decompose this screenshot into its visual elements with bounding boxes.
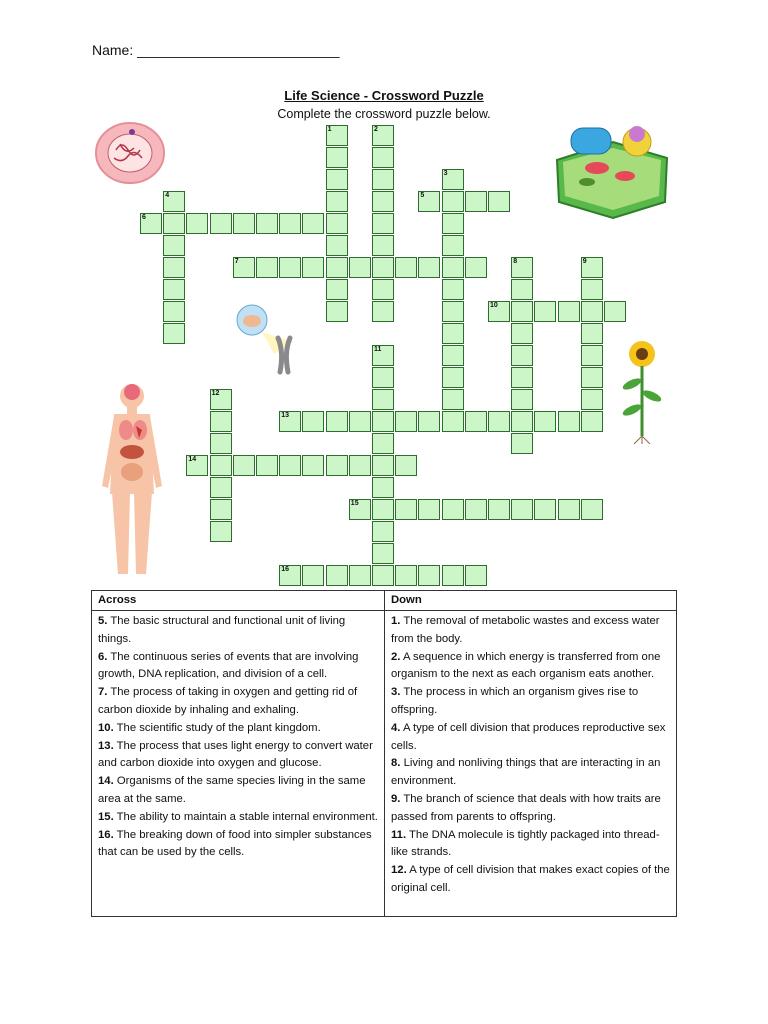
- crossword-cell[interactable]: [372, 125, 394, 146]
- crossword-cell[interactable]: [233, 213, 255, 234]
- crossword-cell[interactable]: [581, 345, 603, 366]
- crossword-cell[interactable]: [442, 169, 464, 190]
- clue-number: 3: [443, 170, 448, 177]
- crossword-cell[interactable]: [465, 499, 487, 520]
- crossword-cell[interactable]: [210, 389, 232, 410]
- clue-text: The continuous series of events that are involving growth, DNA replication, and division of a cell.: [98, 650, 359, 681]
- crossword-cell[interactable]: [279, 565, 301, 586]
- crossword-cell[interactable]: [326, 125, 348, 146]
- clue-label-number: 7.: [98, 686, 108, 699]
- clue-text: The ability to maintain a stable internal environment.: [116, 810, 378, 823]
- crossword-cell[interactable]: [372, 521, 394, 542]
- crossword-cell[interactable]: [581, 301, 603, 322]
- clue-label-number: 10.: [98, 721, 114, 734]
- crossword-cell[interactable]: [418, 191, 440, 212]
- across-heading: Across: [92, 591, 384, 611]
- name-field-label[interactable]: Name: __________________________: [92, 42, 340, 58]
- crossword-cell[interactable]: [442, 565, 464, 586]
- crossword-cell[interactable]: [163, 323, 185, 344]
- sunflower-icon: [618, 340, 670, 444]
- crossword-cell[interactable]: [349, 411, 371, 432]
- clue-number: 5: [420, 192, 425, 199]
- crossword-cell[interactable]: [326, 565, 348, 586]
- crossword-cell[interactable]: [442, 301, 464, 322]
- down-clue: [391, 684, 670, 720]
- crossword-cell[interactable]: [372, 257, 394, 278]
- clue-number: 9: [582, 258, 587, 265]
- across-column: [92, 591, 384, 916]
- clue-number: 2: [374, 126, 378, 133]
- crossword-cell[interactable]: [511, 257, 533, 278]
- crossword-cell[interactable]: [279, 213, 301, 234]
- crossword-cell[interactable]: [534, 411, 556, 432]
- crossword-cell[interactable]: [349, 455, 371, 476]
- crossword-cell[interactable]: [465, 257, 487, 278]
- crossword-cell[interactable]: [442, 323, 464, 344]
- crossword-cell[interactable]: [488, 191, 510, 212]
- crossword-cell[interactable]: [326, 301, 348, 322]
- crossword-cell[interactable]: [511, 411, 533, 432]
- crossword-cell[interactable]: [581, 411, 603, 432]
- clue-label-number: 6.: [98, 650, 108, 663]
- crossword-cell[interactable]: [442, 411, 464, 432]
- clue-number: 4: [165, 192, 170, 199]
- crossword-cell[interactable]: [349, 499, 371, 520]
- crossword-cell[interactable]: [511, 367, 533, 388]
- crossword-cell[interactable]: [511, 279, 533, 300]
- crossword-cell[interactable]: [210, 213, 232, 234]
- crossword-cell[interactable]: [395, 455, 417, 476]
- crossword-cell[interactable]: [302, 257, 324, 278]
- crossword-cell[interactable]: [349, 257, 371, 278]
- plant-cell-icon: [553, 120, 671, 220]
- clue-label-number: 11.: [391, 828, 407, 841]
- down-clue: [391, 862, 670, 898]
- cell-icon: [94, 120, 166, 186]
- clue-text: Living and nonliving things that are interacting in an environment.: [391, 757, 661, 788]
- crossword-cell[interactable]: [326, 147, 348, 168]
- crossword-cell[interactable]: [372, 279, 394, 300]
- crossword-cell[interactable]: [465, 411, 487, 432]
- clue-label-number: 9.: [391, 792, 401, 805]
- crossword-cell[interactable]: [372, 213, 394, 234]
- across-clue: [98, 613, 378, 649]
- crossword-cell[interactable]: [163, 301, 185, 322]
- crossword-cell[interactable]: [210, 433, 232, 454]
- crossword-cell[interactable]: [488, 301, 510, 322]
- clue-number: 8: [513, 258, 518, 265]
- crossword-cell[interactable]: [302, 411, 324, 432]
- crossword-cell[interactable]: [442, 235, 464, 256]
- crossword-cell[interactable]: [302, 213, 324, 234]
- crossword-cell[interactable]: [372, 191, 394, 212]
- clue-number: 6: [142, 214, 146, 221]
- down-clue: [391, 649, 670, 685]
- down-clue: [391, 720, 670, 756]
- crossword-cell[interactable]: [511, 499, 533, 520]
- crossword-cell[interactable]: [442, 389, 464, 410]
- clue-text: A type of cell division that makes exact copies of the original cell.: [391, 864, 670, 894]
- crossword-cell[interactable]: [488, 411, 510, 432]
- across-clue: [98, 649, 378, 685]
- clue-label-number: 3.: [391, 686, 401, 699]
- crossword-cell[interactable]: [210, 455, 232, 476]
- crossword-cell[interactable]: [163, 257, 185, 278]
- crossword-cell[interactable]: [163, 213, 185, 234]
- crossword-cell[interactable]: [558, 301, 580, 322]
- crossword-cell[interactable]: [488, 499, 510, 520]
- clue-label-number: 13.: [98, 739, 114, 752]
- down-clue-list: [385, 611, 676, 900]
- clue-text: The scientific study of the plant kingdom.: [116, 721, 321, 734]
- clue-text: The process that uses light energy to convert water and carbon dioxide into oxygen and glucose.: [98, 739, 373, 770]
- across-clue: [98, 809, 378, 827]
- across-clue: [98, 720, 378, 738]
- crossword-cell[interactable]: [256, 455, 278, 476]
- down-clue: [391, 791, 670, 827]
- crossword-cell[interactable]: [534, 301, 556, 322]
- crossword-cell[interactable]: [210, 477, 232, 498]
- crossword-cell[interactable]: [186, 213, 208, 234]
- crossword-cell[interactable]: [326, 169, 348, 190]
- crossword-cell[interactable]: [163, 191, 185, 212]
- clue-label-number: 15.: [98, 810, 114, 823]
- crossword-cell[interactable]: [581, 279, 603, 300]
- crossword-cell[interactable]: [326, 455, 348, 476]
- crossword-cell[interactable]: [395, 411, 417, 432]
- clue-text: The process of taking in oxygen and getting rid of carbon dioxide by inhaling and exhaling.: [98, 686, 358, 716]
- crossword-cell[interactable]: [558, 499, 580, 520]
- clue-number: 1: [327, 126, 332, 133]
- crossword-cell[interactable]: [279, 411, 301, 432]
- across-clue: [98, 684, 378, 720]
- crossword-cell[interactable]: [372, 499, 394, 520]
- crossword-cell[interactable]: [372, 565, 394, 586]
- crossword-cell[interactable]: [558, 411, 580, 432]
- down-clue: [391, 613, 670, 649]
- across-clue-list: [92, 611, 384, 864]
- crossword-cell[interactable]: [210, 411, 232, 432]
- down-heading: Down: [385, 591, 676, 611]
- crossword-cell[interactable]: [395, 499, 417, 520]
- clue-label-number: 14.: [98, 775, 114, 788]
- crossword-cell[interactable]: [163, 279, 185, 300]
- page-title: Life Science - Crossword Puzzle: [284, 88, 484, 103]
- crossword-cell[interactable]: [326, 257, 348, 278]
- crossword-cell[interactable]: [186, 455, 208, 476]
- crossword-cell[interactable]: [511, 345, 533, 366]
- crossword-cell[interactable]: [372, 235, 394, 256]
- crossword-cell[interactable]: [326, 191, 348, 212]
- crossword-cell[interactable]: [372, 367, 394, 388]
- clue-label-number: 12.: [391, 864, 407, 877]
- crossword-cell[interactable]: [372, 411, 394, 432]
- crossword-cell[interactable]: [581, 499, 603, 520]
- crossword-cell[interactable]: [372, 345, 394, 366]
- crossword-cell[interactable]: [418, 411, 440, 432]
- clue-number: 12: [211, 390, 220, 397]
- clue-text: The DNA molecule is tightly packaged into thread-like strands.: [391, 828, 660, 859]
- across-clue: [98, 827, 378, 863]
- clue-text: The branch of science that deals with how traits are passed from parents to offspring.: [391, 792, 661, 823]
- crossword-cell[interactable]: [326, 235, 348, 256]
- crossword-cell[interactable]: [163, 235, 185, 256]
- down-clue: [391, 827, 670, 863]
- instructions: Complete the crossword puzzle below.: [277, 107, 491, 121]
- crossword-cell[interactable]: [442, 279, 464, 300]
- crossword-cell[interactable]: [372, 455, 394, 476]
- clue-label-number: 4.: [391, 721, 401, 734]
- crossword-cell[interactable]: [581, 257, 603, 278]
- crossword-cell[interactable]: [233, 257, 255, 278]
- clue-text: The breaking down of food into simpler substances that can be used by the cells.: [98, 828, 372, 859]
- crossword-cell[interactable]: [442, 213, 464, 234]
- clue-number: 14: [188, 456, 197, 463]
- crossword-cell[interactable]: [511, 301, 533, 322]
- clue-number: 16: [281, 566, 289, 573]
- crossword-cell[interactable]: [279, 257, 301, 278]
- crossword-cell[interactable]: [581, 367, 603, 388]
- crossword-cell[interactable]: [326, 279, 348, 300]
- crossword-cell[interactable]: [326, 213, 348, 234]
- clue-number: 10: [490, 302, 498, 309]
- crossword-cell[interactable]: [418, 565, 440, 586]
- clue-label-number: 2.: [391, 650, 401, 663]
- clue-number: 7: [234, 258, 239, 265]
- across-clue: [98, 738, 378, 774]
- clue-number: 15: [350, 500, 359, 507]
- clue-label-number: 5.: [98, 615, 108, 627]
- crossword-cell[interactable]: [256, 213, 278, 234]
- crossword-cell[interactable]: [511, 323, 533, 344]
- crossword-cell[interactable]: [604, 301, 626, 322]
- crossword-cell[interactable]: [372, 543, 394, 564]
- crossword-cell[interactable]: [581, 323, 603, 344]
- crossword-cell[interactable]: [233, 455, 255, 476]
- human-body-icon: [92, 380, 172, 576]
- crossword-cell[interactable]: [372, 301, 394, 322]
- clue-text: The removal of metabolic wastes and excess water from the body.: [391, 615, 660, 645]
- across-clue: [98, 773, 378, 809]
- clue-text: A type of cell division that produces reproductive sex cells.: [391, 721, 666, 752]
- down-column: [384, 591, 676, 916]
- clues-table: [91, 590, 677, 917]
- crossword-cell[interactable]: [349, 565, 371, 586]
- clue-label-number: 1.: [391, 615, 401, 627]
- crossword-cell[interactable]: [210, 521, 232, 542]
- clue-text: The process in which an organism gives rise to offspring.: [391, 686, 639, 716]
- crossword-cell[interactable]: [372, 433, 394, 454]
- crossword-cell[interactable]: [418, 499, 440, 520]
- crossword-cell[interactable]: [326, 411, 348, 432]
- clue-label-number: 8.: [391, 757, 401, 770]
- crossword-cell[interactable]: [395, 565, 417, 586]
- clue-text: A sequence in which energy is transferred from one organism to the next as each organism eats another.: [391, 650, 661, 681]
- crossword-cell[interactable]: [372, 477, 394, 498]
- crossword-cell[interactable]: [302, 565, 324, 586]
- crossword-cell[interactable]: [442, 191, 464, 212]
- crossword-cell[interactable]: [256, 257, 278, 278]
- crossword-cell[interactable]: [442, 367, 464, 388]
- down-clue: [391, 755, 670, 791]
- clue-number: 13: [281, 412, 289, 419]
- chromosome-icon: [234, 302, 302, 378]
- crossword-cell[interactable]: [442, 499, 464, 520]
- crossword-cell[interactable]: [372, 389, 394, 410]
- crossword-cell[interactable]: [465, 565, 487, 586]
- crossword-cell[interactable]: [279, 455, 301, 476]
- clue-text: The basic structural and functional unit of living things.: [98, 615, 346, 645]
- clue-label-number: 16.: [98, 828, 114, 841]
- crossword-cell[interactable]: [511, 389, 533, 410]
- crossword-cell[interactable]: [210, 499, 232, 520]
- crossword-cell[interactable]: [302, 455, 324, 476]
- crossword-cell[interactable]: [442, 345, 464, 366]
- crossword-cell[interactable]: [395, 257, 417, 278]
- crossword-cell[interactable]: [372, 169, 394, 190]
- crossword-cell[interactable]: [465, 191, 487, 212]
- crossword-cell[interactable]: [534, 499, 556, 520]
- crossword-cell[interactable]: [581, 389, 603, 410]
- crossword-cell[interactable]: [511, 433, 533, 454]
- crossword-cell[interactable]: [140, 213, 162, 234]
- clue-text: Organisms of the same species living in the same area at the same.: [98, 775, 366, 805]
- crossword-cell[interactable]: [372, 147, 394, 168]
- crossword-cell[interactable]: [442, 257, 464, 278]
- clue-number: 11: [374, 346, 382, 353]
- crossword-cell[interactable]: [418, 257, 440, 278]
